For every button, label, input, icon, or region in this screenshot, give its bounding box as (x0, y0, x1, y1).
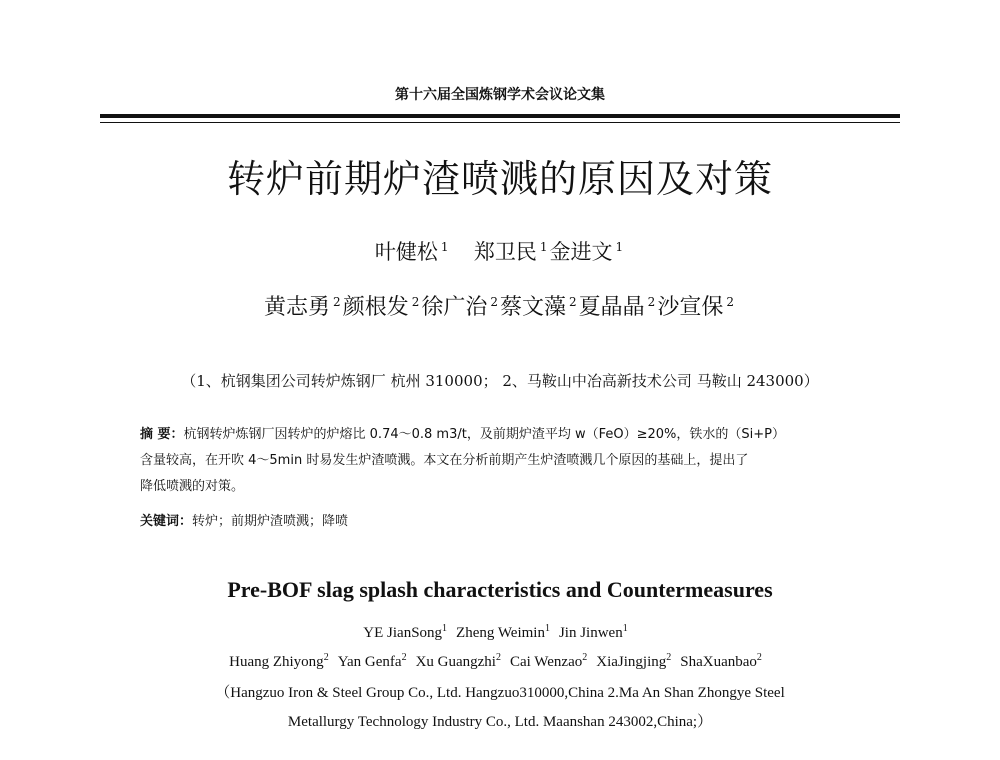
author-cn-affil-mark: 2 (333, 295, 341, 309)
author-cn-affil-mark: 1 (615, 240, 624, 254)
author-en-affil-mark: 1 (622, 623, 628, 634)
title-cn: 转炉前期炉渣喷溅的原因及对策 (226, 157, 773, 201)
affiliation-en-line2: Metallurgy Technology Industry Co., Ltd. Maanshan 243002,China;） (287, 714, 713, 730)
abstract-line (140, 422, 870, 448)
author-en: ShaXuanbao (680, 654, 757, 670)
author-cn-affil-mark: 2 (411, 295, 420, 309)
author-en: YE JianSong (363, 625, 443, 641)
author-cn-affil-mark: 1 (539, 240, 548, 254)
abstract-line: 含量较高，在开吹 4～5min 时易发生炉渣喷溅。本文在分析前期产生炉渣喷溅几个原因的基础上，提出了 (140, 453, 749, 468)
author-cn: 颜根发 (342, 295, 409, 320)
authors-cn-line2 (0, 290, 1000, 321)
authors-en-line1 (0, 623, 1000, 642)
author-cn: 夏晶晶 (578, 295, 645, 320)
title-en: Pre-BOF slag splash characteristics and Countermeasures (227, 577, 773, 602)
author-en: Yan Genfa (337, 654, 402, 670)
keywords-text: 转炉；前期炉渣喷溅；降喷 (192, 514, 349, 529)
author-cn-affil-mark: 2 (490, 295, 498, 309)
author-en-affil-mark: 2 (495, 652, 501, 663)
author-en-affil-mark: 2 (323, 652, 329, 663)
header-rule-thick (100, 114, 900, 118)
author-en-affil-mark: 2 (666, 652, 672, 663)
keywords (140, 510, 870, 529)
author-cn-affil-mark: 2 (726, 295, 734, 309)
abstract-label: 摘 要： (140, 427, 184, 442)
author-en: Jin Jinwen (558, 625, 623, 641)
abstract-line: 降低喷溅的对策。 (140, 479, 245, 494)
keywords-label: 关键词： (140, 514, 193, 529)
author-en-affil-mark: 1 (544, 623, 550, 634)
author-cn: 金进文 (549, 240, 613, 264)
author-en-affil-mark: 2 (582, 652, 588, 663)
author-cn: 沙宣保 (657, 295, 724, 320)
author-en: Xu Guangzhi (415, 654, 496, 670)
running-head: 第十六届全国炼钢学术会议论文集 (395, 87, 605, 103)
abstract (140, 422, 870, 500)
author-en-affil-mark: 2 (756, 652, 762, 663)
author-cn: 叶健松 (374, 240, 438, 264)
author-cn: 郑卫民 (473, 240, 537, 264)
author-cn-affil-mark: 1 (440, 240, 449, 254)
author-cn: 蔡文藻 (500, 295, 567, 320)
affiliation-en-line1: （Hangzuo Iron & Steel Group Co., Ltd. Hangzuo310000,China 2.Ma An Shan Zhongye Steel (215, 685, 785, 701)
authors-en-line2 (0, 652, 1000, 671)
author-en-affil-mark: 2 (401, 652, 407, 663)
author-en-affil-mark: 1 (442, 623, 448, 634)
affiliation-cn: （1、杭钢集团公司转炉炼钢厂 杭州 310000； 2、马鞍山中冶高新技术公司 马鞍山 243000） (181, 372, 819, 390)
header-rule-thin (100, 122, 900, 123)
authors-cn-line1 (0, 236, 1000, 266)
author-en: Zheng Weimin (456, 625, 545, 641)
author-cn: 黄志勇 (264, 295, 331, 320)
author-en: Cai Wenzao (509, 654, 583, 670)
author-cn-affil-mark: 2 (647, 295, 656, 309)
abstract-text: 杭钢转炉炼钢厂因转炉的炉熔比 0.74～0.8 m3/t，及前期炉渣平均 w（FeO）≥20%，铁水的（Si+P） (183, 427, 785, 442)
author-en: Huang Zhiyong (229, 654, 324, 670)
author-cn-affil-mark: 2 (569, 295, 577, 309)
author-en: XiaJingjing (596, 654, 667, 670)
author-cn: 徐广治 (421, 295, 488, 320)
